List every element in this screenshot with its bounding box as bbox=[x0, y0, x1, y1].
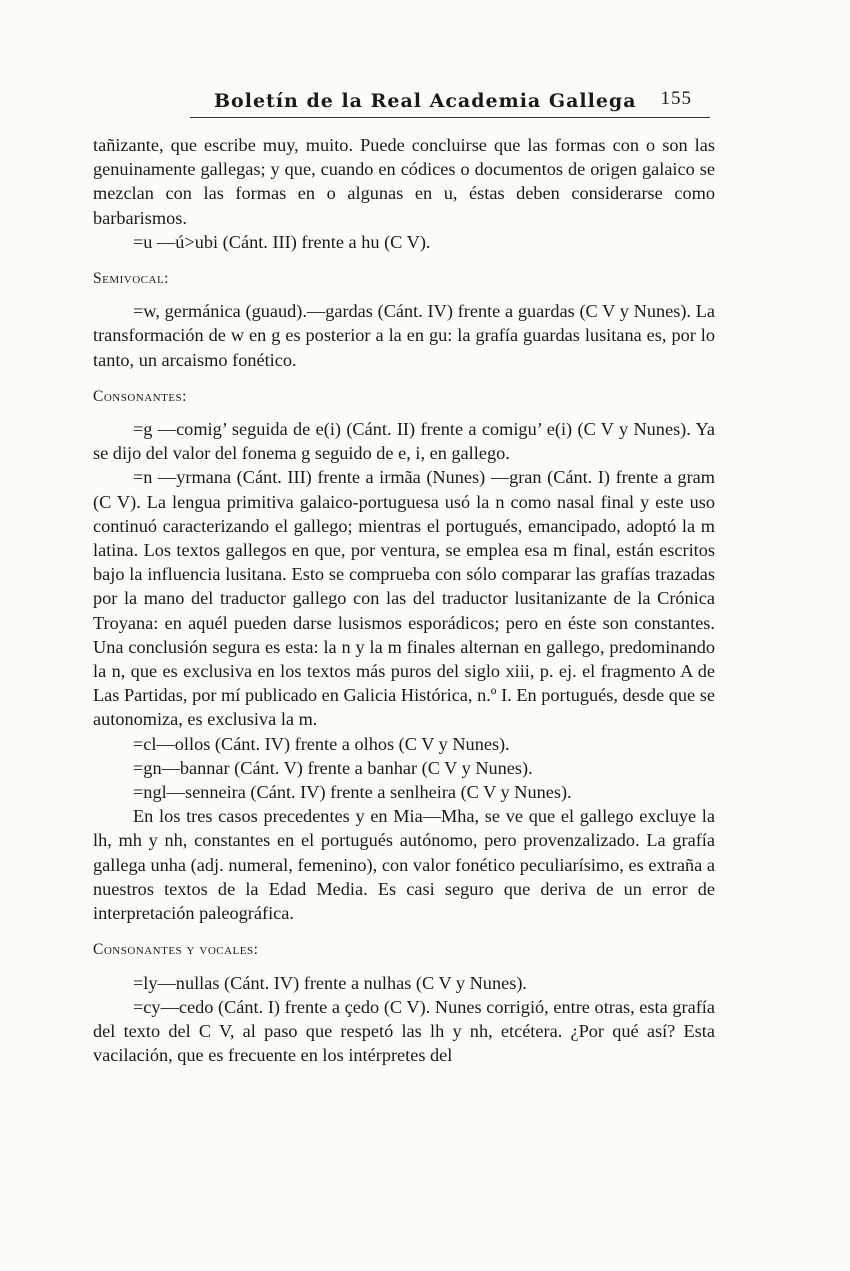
running-header bbox=[190, 88, 710, 118]
section-heading: Consonantes y vocales: bbox=[93, 941, 259, 959]
paragraph: =cy—cedo (Cánt. I) frente a çedo (C V). Nunes corrigió, entre otras, esta grafía del texto del C V, al paso que respetó las lh y nh, etcétera. ¿Por qué así? Esta vacilación, que es frecuente en los intérpretes del bbox=[93, 996, 715, 1066]
paragraph: =ly—nullas (Cánt. IV) frente a nulhas (C V y Nunes). bbox=[133, 972, 527, 993]
paragraph: =n —yrmana (Cánt. III) frente a irmãa (Nunes) —gran (Cánt. I) frente a gram (C V). La lengua primitiva galaico-portuguesa usó la n como nasal final y este uso continuó caracterizando el gallego; mientras el portugués, emancipado, adoptó la m latina. Los textos gallegos en que, por ventura, se emplea esa m final, están escritos bajo la influencia lusitana. Esto se comprueba con sólo comparar las grafías trazadas por la mano del traductor gallego con las del traductor lusitanizante de la Crónica Troyana: en aquél pueden darse lusismos esporádicos; pero en éste son constantes. Una conclusión segura es esta: la n y la m finales alternan en gallego, predominando la n, que es exclusiva en los textos más puros del siglo xiii, p. ej. el fragmento A de Las Partidas, por mí publicado en Galicia Histórica, n.º I. En portugués, desde que se autonomiza, es exclusiva la m. bbox=[93, 467, 715, 730]
paragraph: =g —comig’ seguida de e(i) (Cánt. II) frente a comigu’ e(i) (C V y Nunes). Ya se dijo del valor del fonema g seguido de e, i, en gallego. bbox=[93, 419, 715, 464]
paragraph: =u —ú>ubi (Cánt. III) frente a hu (C V). bbox=[133, 231, 431, 252]
paragraph: =cl—ollos (Cánt. IV) frente a olhos (C V y Nunes). bbox=[133, 733, 510, 754]
journal-title: Boletín de la Real Academia Gallega bbox=[214, 90, 637, 112]
paragraph: =w, germánica (guaud).—gardas (Cánt. IV) frente a guardas (C V y Nunes). La transformación de w en g es posterior a la en gu: la grafía guardas lusitana es, por lo tanto, un arcaismo fonético. bbox=[93, 301, 715, 370]
paragraph: =ngl—senneira (Cánt. IV) frente a senlheira (C V y Nunes). bbox=[133, 782, 572, 803]
body-text bbox=[93, 133, 715, 1067]
section-heading: Semivocal: bbox=[93, 270, 169, 288]
paragraph: =gn—bannar (Cánt. V) frente a banhar (C V y Nunes). bbox=[133, 757, 533, 778]
section-heading: Consonantes: bbox=[93, 387, 187, 405]
page-number: 155 bbox=[660, 88, 692, 109]
paragraph: En los tres casos precedentes y en Mia—Mha, se ve que el gallego excluye la lh, mh y nh, constantes en el portugués autónomo, pero provenzalizado. La grafía gallega unha (adj. numeral, femenino), con valor fonético peculiarísimo, es extraña a nuestros textos de la Edad Media. Es casi seguro que deriva de un error de interpretación paleográfica. bbox=[93, 806, 715, 924]
paragraph: tañizante, que escribe muy, muito. Puede concluirse que las formas con o son las genuinamente gallegas; y que, cuando en códices o documentos de origen galaico se mezclan con las formas en o algunas en u, éstas deben considerarse como barbarismos. bbox=[93, 135, 715, 228]
